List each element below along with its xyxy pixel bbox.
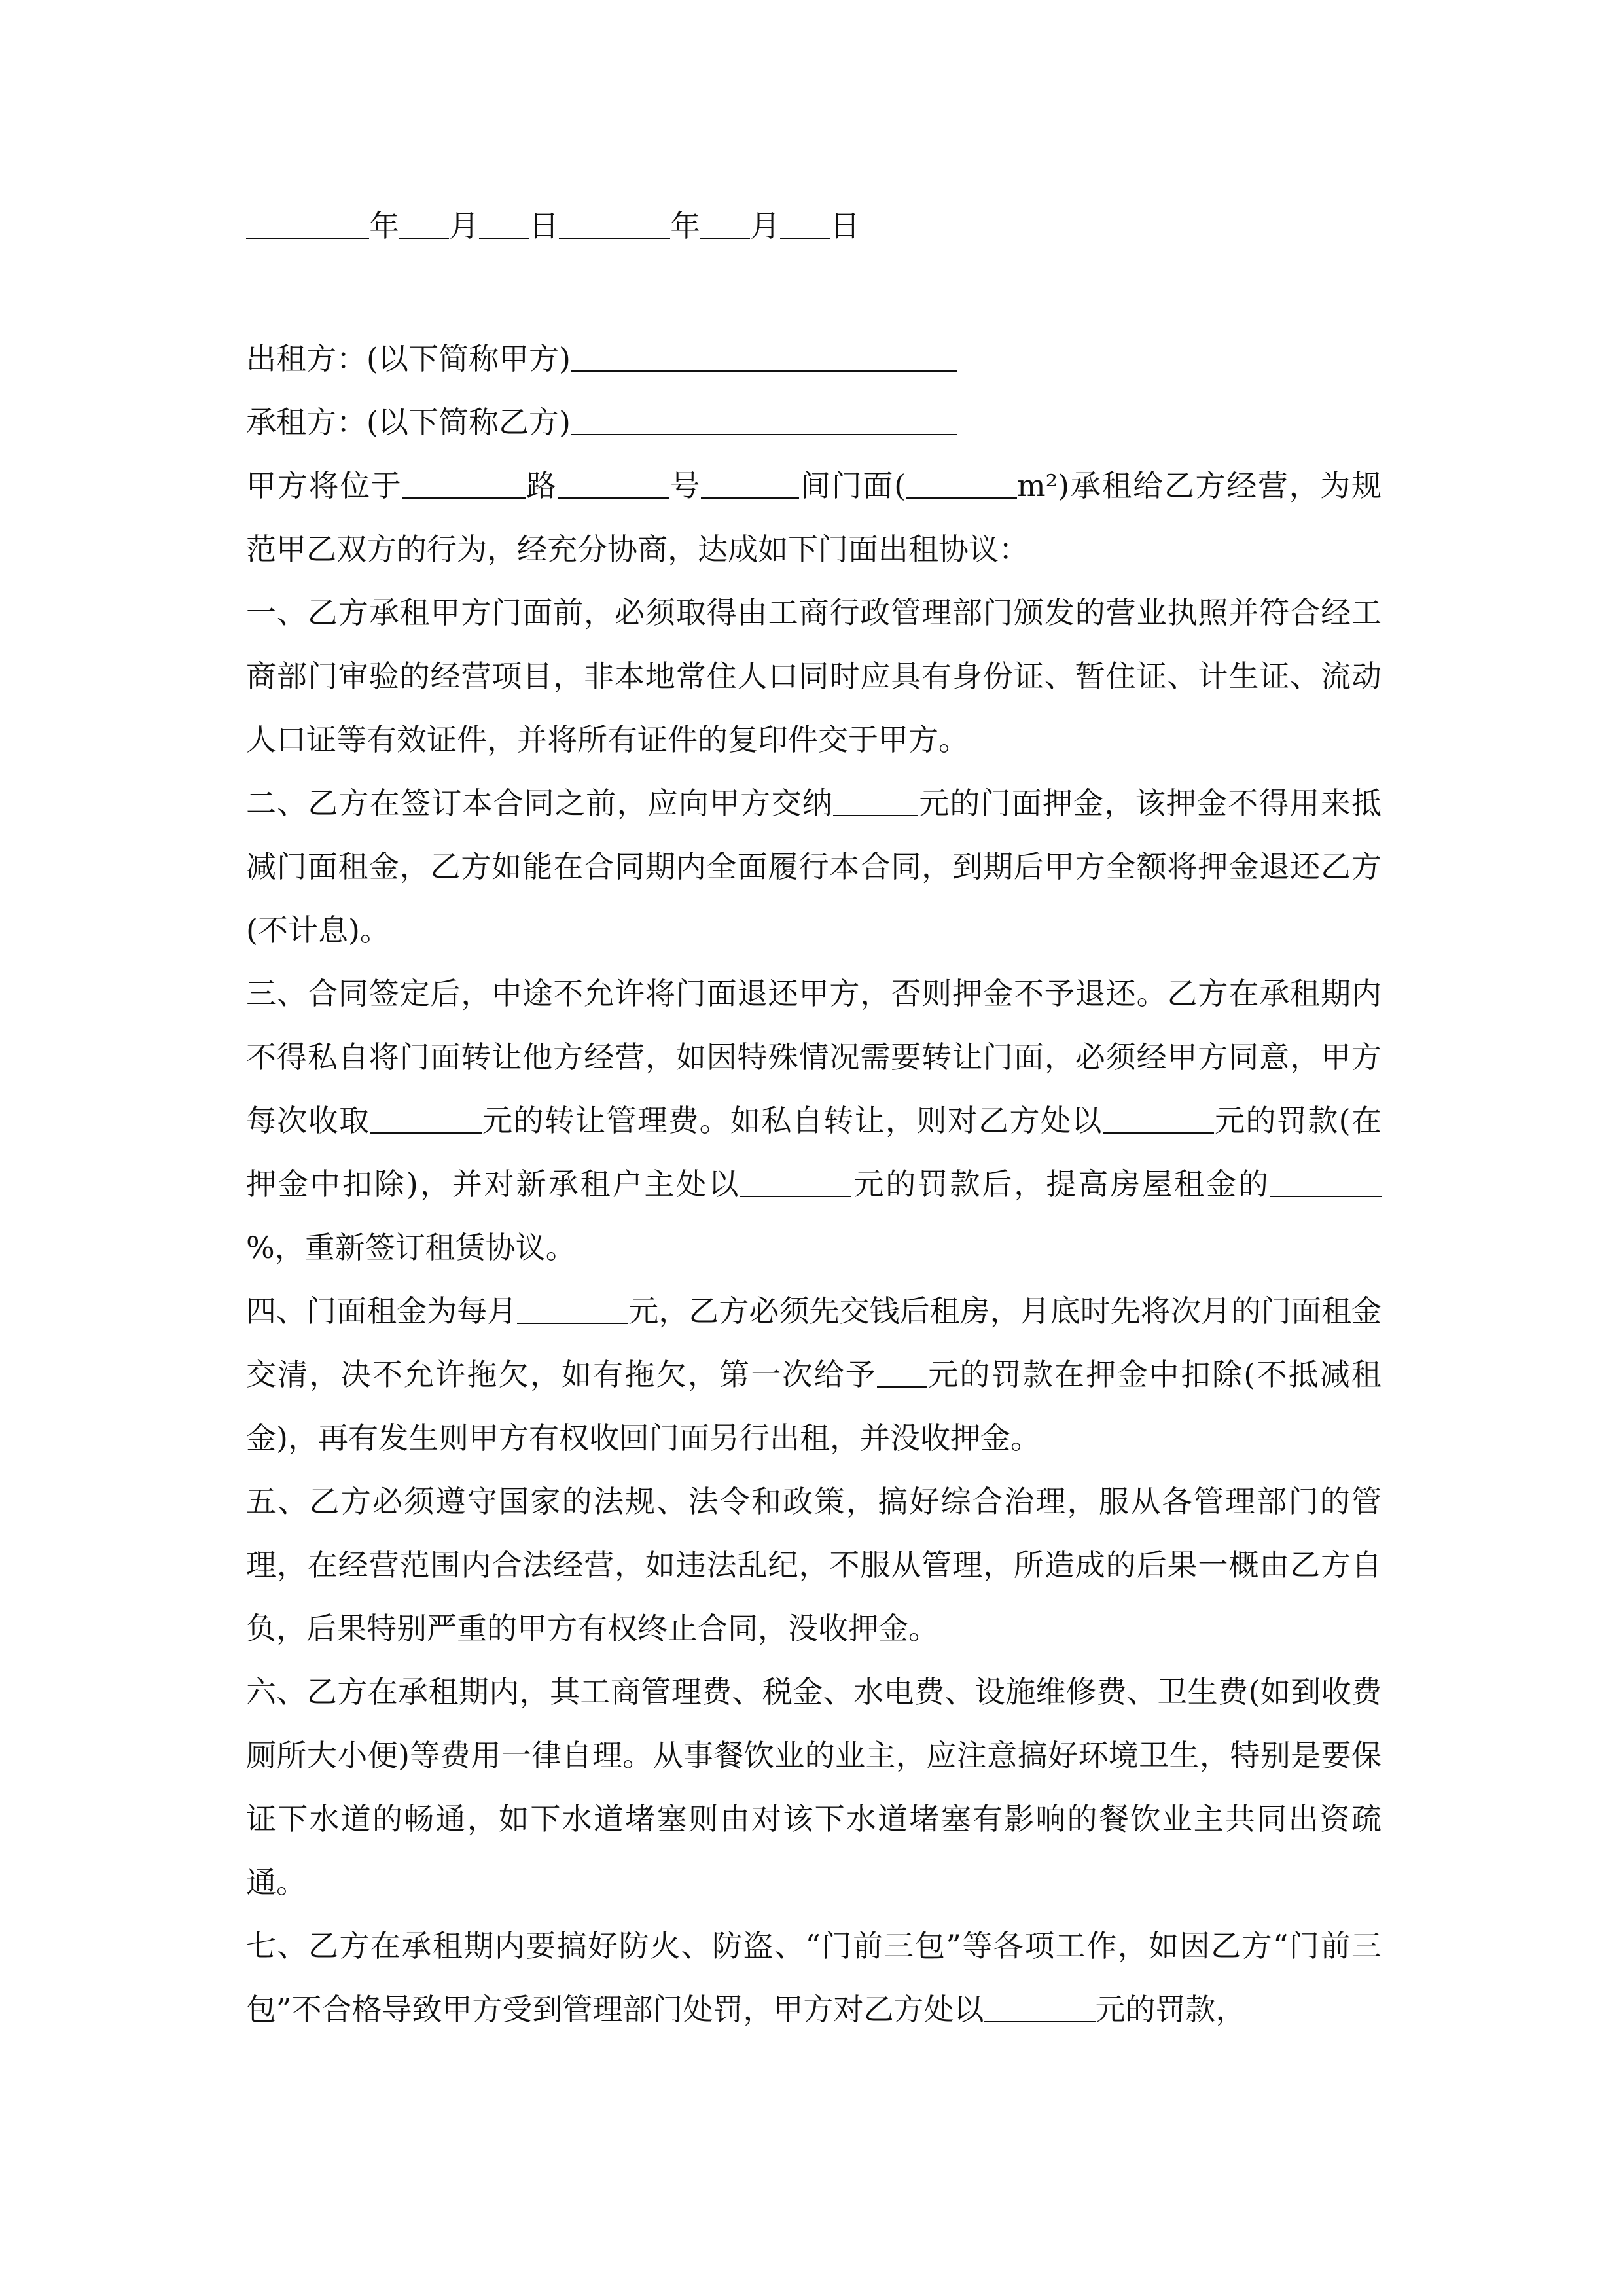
unit-count-blank[interactable] bbox=[701, 467, 799, 499]
clause-6-text: 六、乙方在承租期内，其工商管理费、税金、水电费、设施维修费、卫生费(如到收费厕所大小便)等费用一律自理。从事餐饮业的业主，应注意搞好环境卫生，特别是要保证下水道的畅通，如下水道堵塞则由对该下水道堵塞有影响的餐饮业主共同出资疏通。 bbox=[246, 1674, 1382, 1900]
clause-3-text-e: %，重新签订租赁协议。 bbox=[246, 1230, 576, 1265]
contract-body bbox=[246, 203, 1382, 2041]
month-label-1: 月 bbox=[449, 208, 479, 243]
clause-5 bbox=[246, 1470, 1382, 1660]
late-fine-blank[interactable] bbox=[877, 1356, 927, 1388]
lessee-line bbox=[246, 391, 1382, 454]
clause-4 bbox=[246, 1280, 1382, 1470]
new-tenant-fine-blank[interactable] bbox=[740, 1166, 851, 1197]
intro-text-2: 路 bbox=[525, 468, 558, 503]
deposit-amount-blank[interactable] bbox=[833, 785, 918, 816]
transfer-fee-blank[interactable] bbox=[370, 1102, 482, 1134]
lessee-name-blank[interactable] bbox=[571, 404, 957, 435]
clause-1-text: 一、乙方承租甲方门面前，必须取得由工商行政管理部门颁发的营业执照并符合经工商部门审验的经营项目，非本地常住人口同时应具有身份证、暂住证、计生证、流动人口证等有效证件，并将所有证件的复印件交于甲方。 bbox=[246, 595, 1382, 757]
day-label-1: 日 bbox=[529, 208, 559, 243]
year-label-1: 年 bbox=[369, 208, 399, 243]
month-blank-1[interactable] bbox=[399, 207, 449, 239]
clause-3-text-a: 三、合同签定后，中途不允许将门面退还甲方，否则押金不予退还。乙方在承租期内不得私自将门面转让他方经营，如因特殊情况需要转让门面，必须经甲方同意，甲方每次收取 bbox=[246, 976, 1382, 1138]
day-label-2: 日 bbox=[830, 208, 860, 243]
intro-paragraph bbox=[246, 454, 1382, 581]
clause-2-text-a: 二、乙方在签订本合同之前，应向甲方交纳 bbox=[246, 785, 833, 821]
lessor-label: 出租方：(以下简称甲方) bbox=[246, 341, 571, 376]
lessee-fine-blank[interactable] bbox=[1103, 1102, 1214, 1134]
spacer bbox=[246, 249, 1382, 327]
lessor-name-blank[interactable] bbox=[571, 340, 957, 372]
day-blank-2[interactable] bbox=[780, 207, 830, 239]
clause-5-text: 五、乙方必须遵守国家的法规、法令和政策，搞好综合治理，服从各管理部门的管理，在经营范围内合法经营，如违法乱纪，不服从管理，所造成的后果一概由乙方自负，后果特别严重的甲方有权终止合同，没收押金。 bbox=[246, 1484, 1382, 1646]
sanitation-fine-blank[interactable] bbox=[984, 1991, 1096, 2022]
clause-3-text-b: 元的转让管理费。如私自转让，则对乙方处以 bbox=[481, 1103, 1103, 1138]
clause-7-text-a: 七、乙方在承租期内要搞好防火、防盗、“门前三包”等各项工作，如因乙方“门前三包”不合格导致甲方受到管理部门处罚，甲方对乙方处以 bbox=[246, 1928, 1382, 2027]
clause-6 bbox=[246, 1660, 1382, 1914]
monthly-rent-blank[interactable] bbox=[517, 1293, 628, 1324]
clause-3-text-d: 元的罚款后，提高房屋租金的 bbox=[851, 1166, 1271, 1202]
month-blank-2[interactable] bbox=[700, 207, 750, 239]
clause-3 bbox=[246, 962, 1382, 1280]
year-blank-1[interactable] bbox=[246, 207, 369, 239]
number-blank[interactable] bbox=[558, 467, 669, 499]
date-line bbox=[246, 203, 1382, 249]
month-label-2: 月 bbox=[750, 208, 780, 243]
clause-1 bbox=[246, 581, 1382, 772]
lessee-label: 承租方：(以下简称乙方) bbox=[246, 404, 571, 440]
clause-4-text-a: 四、门面租金为每月 bbox=[246, 1293, 518, 1329]
intro-text-4: 间门面( bbox=[799, 468, 906, 503]
intro-text-5: m²)承租给乙方经营，为规范甲乙双方的行为，经充分协商，达成如下门面出租协议： bbox=[246, 468, 1382, 567]
year-label-2: 年 bbox=[670, 208, 700, 243]
year-blank-2[interactable] bbox=[559, 207, 670, 239]
clause-2-text-b: 元的门面押金，该押金不得用来抵减门面租金，乙方如能在合同期内全面履行本合同，到期后甲方全额将押金退还乙方(不计息)。 bbox=[246, 785, 1382, 948]
intro-text-3: 号 bbox=[668, 468, 702, 503]
clause-7-text-b: 元的罚款， bbox=[1095, 1992, 1246, 2027]
rent-increase-blank[interactable] bbox=[1270, 1166, 1382, 1197]
clause-4-text-b: 元，乙方必须先交钱后租房，月底时先将次月的门面租金交清，决不允许拖欠，如有拖欠，第一次给予 bbox=[246, 1293, 1382, 1392]
day-blank-1[interactable] bbox=[479, 207, 529, 239]
area-blank[interactable] bbox=[906, 467, 1017, 499]
lessor-line bbox=[246, 327, 1382, 391]
clause-4-text-c: 元的罚款在押金中扣除(不抵减租金)，再有发生则甲方有权收回门面另行出租，并没收押金。 bbox=[246, 1357, 1382, 1456]
clause-2 bbox=[246, 772, 1382, 962]
intro-text-1: 甲方将位于 bbox=[246, 468, 402, 503]
road-blank[interactable] bbox=[402, 467, 526, 499]
clause-7 bbox=[246, 1914, 1382, 2041]
clause-3-text-c: 元的罚款(在押金中扣除)，并对新承租户主处以 bbox=[246, 1103, 1382, 1202]
